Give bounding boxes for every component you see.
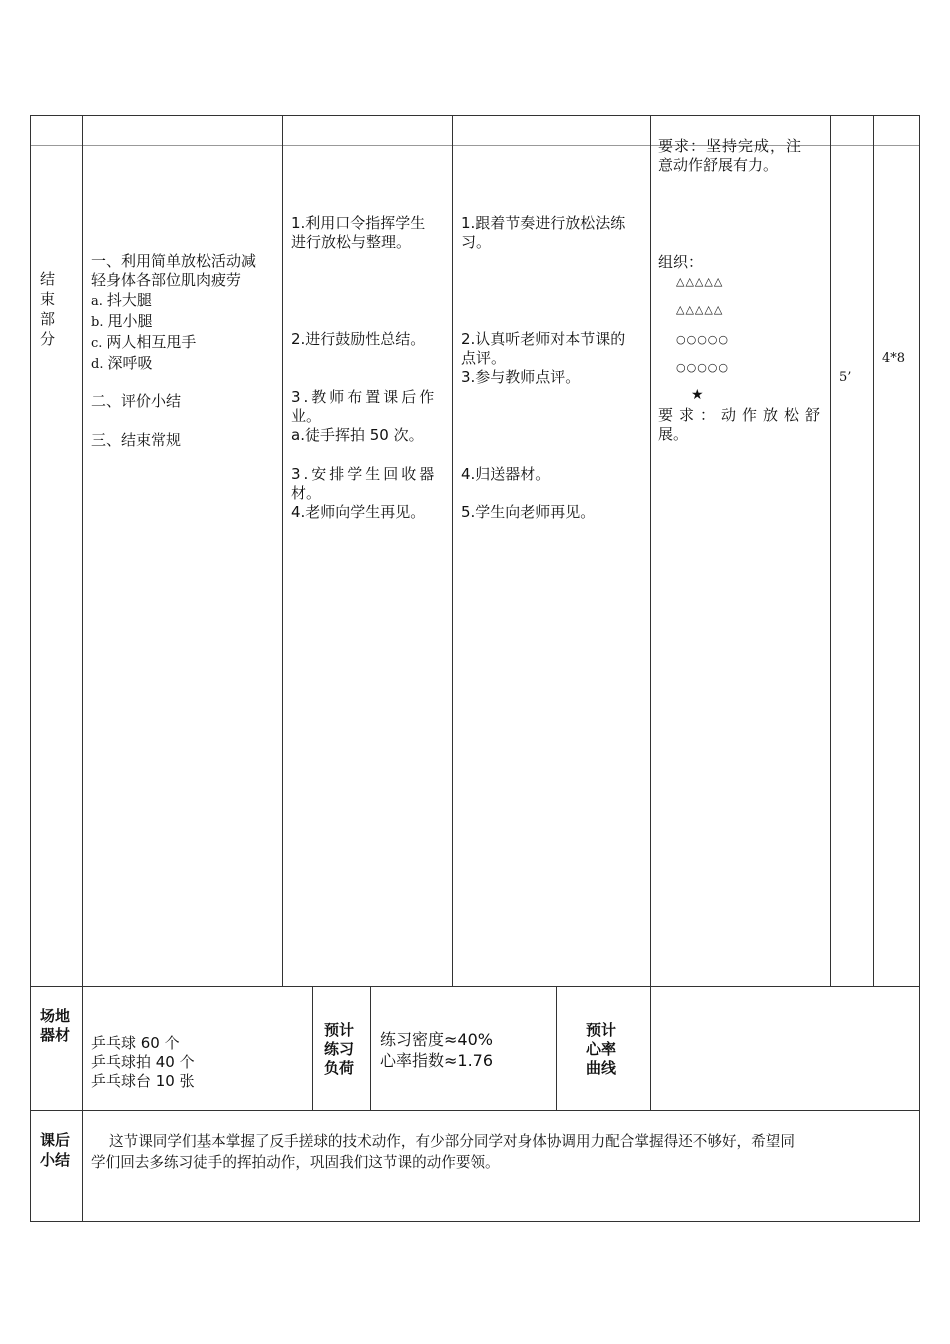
load-label-line3: 负荷 xyxy=(324,1059,355,1077)
heart-label-line1: 预计 xyxy=(586,1021,617,1039)
load-label-line2: 练习 xyxy=(324,1040,355,1058)
footer-divider-2 xyxy=(370,986,371,1110)
footer-divider-3 xyxy=(556,986,557,1110)
teacher-step-2: 2.进行鼓励性总结。 xyxy=(291,330,426,348)
student-step-2-line2: 点评。 xyxy=(461,349,507,367)
teacher-step-5: 4.老师向学生再见。 xyxy=(291,503,426,521)
load-label-line1: 预计 xyxy=(324,1021,355,1039)
table-border-right xyxy=(919,115,920,1222)
formation-row-3: ○○○○○ xyxy=(676,333,729,346)
student-step-4: 4.归送器材。 xyxy=(461,465,551,483)
practice-density: 练习密度≈40% xyxy=(380,1030,493,1049)
col-divider-student xyxy=(650,115,651,1110)
load-value: 4*8 xyxy=(882,351,906,366)
formation-row-1: △△△△△ xyxy=(676,275,724,288)
requirement-1-line2: 意动作舒展有力。 xyxy=(658,156,779,174)
requirement-2-line2: 展。 xyxy=(658,425,689,443)
requirement-2-line1: 要求：动作放松舒 xyxy=(658,406,827,424)
content-item-1-line2: 轻身体各部位肌肉疲劳 xyxy=(91,271,242,289)
section-label-char: 部 xyxy=(40,310,56,328)
heart-label-line2: 心率 xyxy=(586,1040,617,1058)
student-step-3: 3.参与教师点评。 xyxy=(461,368,581,386)
row-divider-main xyxy=(30,986,920,987)
content-subitem-a: a. 抖大腿 xyxy=(91,291,152,309)
equipment-line1: 乒乓球 60 个 xyxy=(91,1034,180,1052)
content-subitem-b: b. 甩小腿 xyxy=(91,312,153,330)
student-step-5: 5.学生向老师再见。 xyxy=(461,503,596,521)
table-border-bottom xyxy=(30,1221,920,1222)
formation-row-4: ○○○○○ xyxy=(676,361,729,374)
col-divider-time xyxy=(873,115,874,986)
requirement-1-line1: 要求：坚持完成，注 xyxy=(658,137,803,155)
section-label-char: 结 xyxy=(40,270,56,288)
teacher-step-4-line2: 材。 xyxy=(291,484,322,502)
summary-label-line2: 小结 xyxy=(40,1151,71,1169)
col-divider-content xyxy=(282,115,283,986)
section-label-char: 束 xyxy=(40,290,56,308)
equipment-line3: 乒乓球台 10 张 xyxy=(91,1072,195,1090)
row-divider-footer xyxy=(30,1110,920,1111)
student-step-1-line1: 1.跟着节奏进行放松法练 xyxy=(461,214,626,232)
summary-text-line2: 学们回去多练习徒手的挥拍动作，巩固我们这节课的动作要领。 xyxy=(91,1154,500,1171)
content-item-2: 二、评价小结 xyxy=(91,392,182,410)
summary-text-line1: 这节课同学们基本掌握了反手搓球的技术动作，有少部分同学对身体协调用力配合掌握得还不够好，希望同 xyxy=(109,1133,795,1150)
teacher-step-1-line2: 进行放松与整理。 xyxy=(291,233,412,251)
teacher-step-1-line1: 1.利用口令指挥学生 xyxy=(291,214,426,232)
venue-label-line2: 器材 xyxy=(40,1026,71,1044)
formation-row-2: △△△△△ xyxy=(676,303,724,316)
time-value: 5’ xyxy=(839,370,852,385)
content-subitem-c: c. 两人相互甩手 xyxy=(91,333,197,351)
label-column-divider xyxy=(82,115,83,1222)
content-subitem-d: d. 深呼吸 xyxy=(91,354,153,372)
student-step-2-line1: 2.认真听老师对本节课的 xyxy=(461,330,626,348)
table-border-top xyxy=(30,115,920,116)
venue-label-line1: 场地 xyxy=(40,1007,71,1025)
organization-label: 组织： xyxy=(658,253,704,271)
teacher-star-icon: ★ xyxy=(691,387,704,403)
content-item-1-line1: 一、利用简单放松活动减 xyxy=(91,252,257,270)
equipment-line2: 乒乓球拍 40 个 xyxy=(91,1053,195,1071)
summary-label-line1: 课后 xyxy=(40,1131,71,1149)
footer-divider-1 xyxy=(312,986,313,1110)
teacher-step-3-line2: 业。 xyxy=(291,407,322,425)
teacher-step-3-line1: 3.教师布置课后作 xyxy=(291,388,438,406)
table-border-left xyxy=(30,115,31,1222)
teacher-step-4-line1: 3.安排学生回收器 xyxy=(291,465,438,483)
content-item-3: 三、结束常规 xyxy=(91,431,182,449)
col-divider-teacher xyxy=(452,115,453,986)
student-step-1-line2: 习。 xyxy=(461,233,492,251)
heart-label-line3: 曲线 xyxy=(586,1059,617,1077)
teacher-homework: a.徒手挥拍 50 次。 xyxy=(291,426,424,444)
col-divider-org xyxy=(830,115,831,986)
section-label-char: 分 xyxy=(40,330,56,348)
heart-rate-index: 心率指数≈1.76 xyxy=(380,1051,494,1070)
